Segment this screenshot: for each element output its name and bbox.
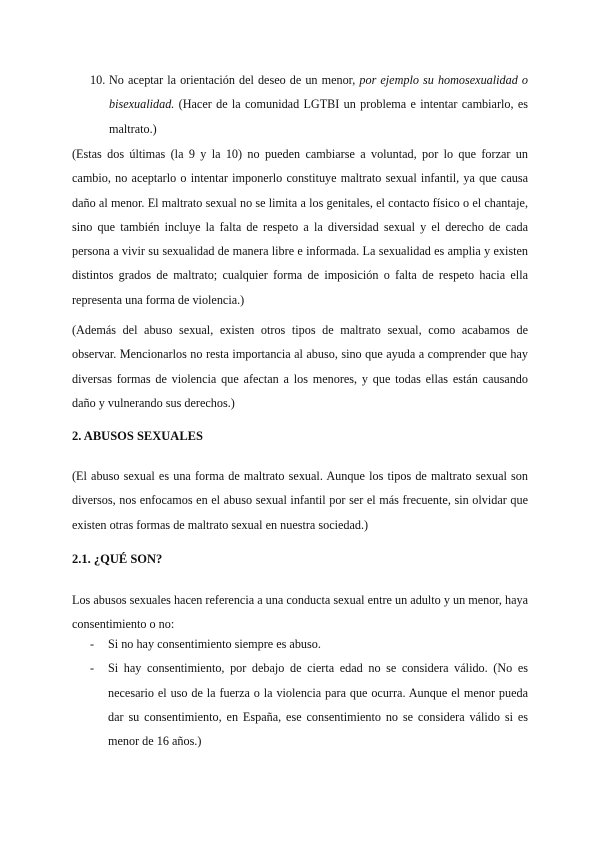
section-heading-2-1: 2.1. ¿QUÉ SON? [72,552,163,566]
bullet-text: Si hay consentimiento, por debajo de cierta edad no se considera válido. (No es necesario el uso de la fuerza o la violencia para que ocurra. Aunque el menor pueda dar su consentimiento, en España, ese consentimiento no se considera válido si es menor de 16 años.) [108,661,528,749]
list-number: 10. [90,73,106,87]
list-text-before: No aceptar la orientación del deseo de un menor, [109,73,360,87]
bullet-dash: - [90,661,95,676]
list-text-italic: por ejemplo su homosexualidad o bisexualidad. [109,73,528,112]
paragraph-1: (Estas dos últimas (la 9 y la 10) no pueden cambiarse a voluntad, por lo que forzar un cambio, no aceptarlo o intentar imponerlo constituye maltrato sexual infantil, ya que causa daño al menor. El maltrato sexual no se limita a los genitales, el contacto físico o el chantaje, sino que también incluye la falta de respeto a la diversidad sexual y el derecho de cada persona a vivir su sexualidad de manera libre e informada. La sexualidad es amplia y existen distintos grados de maltrato; cualquier forma de imposición o falta de respeto hacia ella representa una forma de violencia.) [72,147,528,307]
list-item-text [90,68,528,141]
list-text-after: (Hacer de la comunidad LGTBI un problema e intentar cambiarlo, es maltrato.) [109,97,528,136]
list-item [72,632,528,656]
list-item [72,656,528,753]
section-heading-2: 2. ABUSOS SEXUALES [72,429,203,443]
bullet-dash: - [90,637,95,651]
paragraph-2: (Además del abuso sexual, existen otros tipos de maltrato sexual, como acabamos de observar. Mencionarlos no resta importancia al abuso, sino que ayuda a comprender que hay diversas formas de violencia que afectan a los menores, y que todas ellas están causando daño y vulnerando sus derechos.) [72,323,528,410]
paragraph-4: Los abusos sexuales hacen referencia a una conducta sexual entre un adulto y un menor, haya consentimiento o no: [72,593,528,632]
list-item-10 [90,68,528,141]
bullet-list [72,632,528,753]
bullet-text: Si no hay consentimiento siempre es abuso. [108,637,321,651]
paragraph-3: (El abuso sexual es una forma de maltrato sexual. Aunque los tipos de maltrato sexual son diversos, nos enfocamos en el abuso sexual infantil por ser el más frecuente, sin olvidar que existen otras formas de maltrato sexual en nuestra sociedad.) [72,469,528,532]
